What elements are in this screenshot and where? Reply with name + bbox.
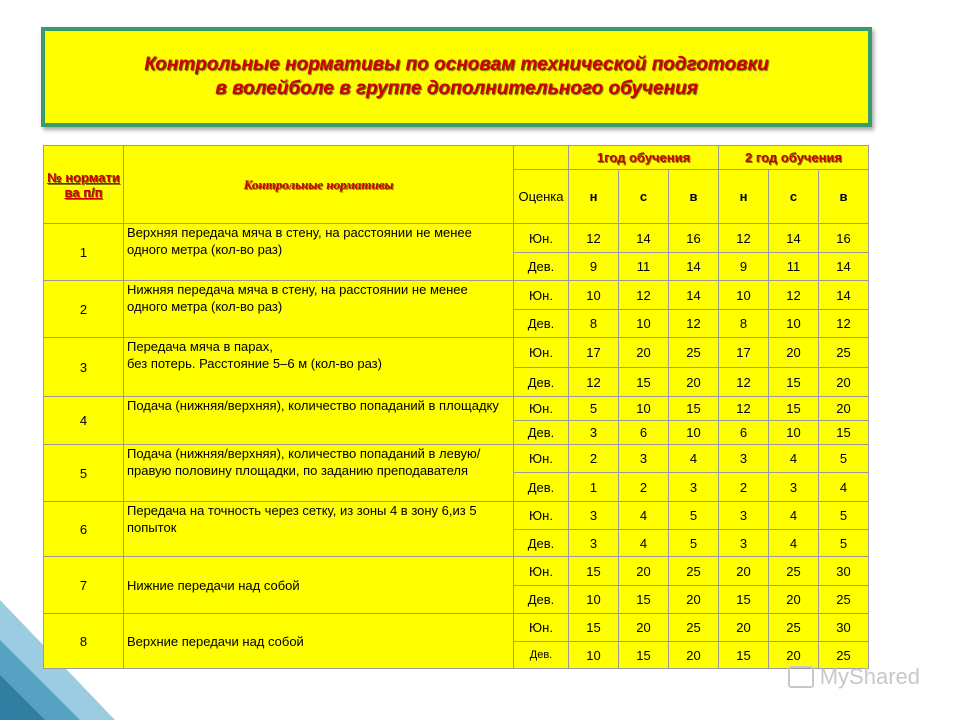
value-cell: 1 bbox=[569, 473, 619, 502]
value-cell: 14 bbox=[819, 253, 869, 281]
header-year-2: 2 год обучения bbox=[745, 150, 843, 165]
value-cell: 5 bbox=[819, 445, 869, 473]
value-cell: 12 bbox=[569, 224, 619, 253]
value-cell: 20 bbox=[619, 557, 669, 586]
value-cell: 3 bbox=[569, 530, 619, 557]
value-cell: 15 bbox=[769, 368, 819, 397]
header-control-standards: Контрольные нормативы bbox=[243, 176, 394, 192]
value-cell: 10 bbox=[769, 421, 819, 445]
value-cell: 14 bbox=[619, 224, 669, 253]
value-cell: 12 bbox=[819, 310, 869, 338]
gender-label-girls: Дев. bbox=[514, 530, 569, 557]
value-cell: 20 bbox=[619, 614, 669, 642]
standard-description: Верхняя передача мяча в стену, на расстоянии не менее одного метра (кол-во раз) bbox=[124, 224, 514, 281]
value-cell: 10 bbox=[619, 397, 669, 421]
value-cell: 20 bbox=[819, 397, 869, 421]
value-cell: 20 bbox=[819, 368, 869, 397]
value-cell: 5 bbox=[669, 530, 719, 557]
value-cell: 10 bbox=[669, 421, 719, 445]
watermark bbox=[788, 664, 920, 690]
standard-description: Нижние передачи над собой bbox=[124, 557, 514, 614]
table-row bbox=[44, 338, 869, 368]
value-cell: 12 bbox=[719, 368, 769, 397]
value-cell: 15 bbox=[769, 397, 819, 421]
table-row bbox=[44, 281, 869, 310]
standard-number: 3 bbox=[44, 338, 124, 397]
value-cell: 12 bbox=[719, 224, 769, 253]
table-row bbox=[44, 614, 869, 642]
value-cell: 11 bbox=[769, 253, 819, 281]
header-grade-2: с bbox=[619, 170, 669, 224]
header-grade-3: в bbox=[669, 170, 719, 224]
value-cell: 9 bbox=[719, 253, 769, 281]
value-cell: 17 bbox=[569, 338, 619, 368]
header-grade: Оценка bbox=[514, 170, 569, 224]
gender-label-boys: Юн. bbox=[514, 445, 569, 473]
header-year-1: 1год обучения bbox=[596, 150, 691, 165]
gender-label-girls: Дев. bbox=[514, 253, 569, 281]
value-cell: 4 bbox=[769, 445, 819, 473]
value-cell: 20 bbox=[669, 642, 719, 669]
standards-table bbox=[43, 145, 869, 669]
header-grade-5: с bbox=[769, 170, 819, 224]
value-cell: 16 bbox=[819, 224, 869, 253]
value-cell: 2 bbox=[719, 473, 769, 502]
gender-label-girls: Дев. bbox=[514, 473, 569, 502]
value-cell: 6 bbox=[619, 421, 669, 445]
value-cell: 20 bbox=[719, 557, 769, 586]
gender-label-boys: Юн. bbox=[514, 502, 569, 530]
title-line-1: Контрольные нормативы по основам технической подготовки bbox=[144, 54, 769, 75]
value-cell: 30 bbox=[819, 614, 869, 642]
value-cell: 14 bbox=[769, 224, 819, 253]
value-cell: 15 bbox=[619, 586, 669, 614]
value-cell: 4 bbox=[619, 530, 669, 557]
table-row bbox=[44, 397, 869, 421]
gender-label-boys: Юн. bbox=[514, 281, 569, 310]
header-year1-cell bbox=[569, 146, 719, 170]
value-cell: 3 bbox=[719, 502, 769, 530]
standard-number: 4 bbox=[44, 397, 124, 445]
title-line-2: в волейболе в группе дополнительного обучения bbox=[215, 78, 698, 99]
value-cell: 12 bbox=[669, 310, 719, 338]
value-cell: 15 bbox=[619, 642, 669, 669]
standard-number: 7 bbox=[44, 557, 124, 614]
value-cell: 30 bbox=[819, 557, 869, 586]
header-blank bbox=[514, 146, 569, 170]
value-cell: 4 bbox=[769, 530, 819, 557]
value-cell: 3 bbox=[619, 445, 669, 473]
gender-label-girls: Дев. bbox=[514, 310, 569, 338]
value-cell: 15 bbox=[719, 586, 769, 614]
value-cell: 25 bbox=[669, 557, 719, 586]
value-cell: 8 bbox=[719, 310, 769, 338]
value-cell: 3 bbox=[669, 473, 719, 502]
table-row bbox=[44, 224, 869, 253]
gender-label-boys: Юн. bbox=[514, 338, 569, 368]
standard-number: 5 bbox=[44, 445, 124, 502]
value-cell: 5 bbox=[669, 502, 719, 530]
value-cell: 17 bbox=[719, 338, 769, 368]
value-cell: 20 bbox=[769, 586, 819, 614]
gender-label-boys: Юн. bbox=[514, 224, 569, 253]
value-cell: 12 bbox=[719, 397, 769, 421]
value-cell: 15 bbox=[819, 421, 869, 445]
value-cell: 3 bbox=[769, 473, 819, 502]
value-cell: 10 bbox=[719, 281, 769, 310]
header-number-cell bbox=[44, 146, 124, 224]
gender-label-girls: Дев. bbox=[514, 421, 569, 445]
standard-description: Передача мяча в парах, без потерь. Расстояние 5–6 м (кол-во раз) bbox=[124, 338, 514, 397]
value-cell: 4 bbox=[619, 502, 669, 530]
value-cell: 10 bbox=[569, 586, 619, 614]
value-cell: 15 bbox=[719, 642, 769, 669]
value-cell: 20 bbox=[769, 338, 819, 368]
header-number: № нормати ва п/п bbox=[47, 169, 120, 200]
standard-description: Подача (нижняя/верхняя), количество попаданий в левую/ правую половину площадки, по заданию преподавателя bbox=[124, 445, 514, 502]
watermark-text: MyShared bbox=[819, 664, 920, 689]
value-cell: 4 bbox=[819, 473, 869, 502]
value-cell: 15 bbox=[669, 397, 719, 421]
gender-label-boys: Юн. bbox=[514, 614, 569, 642]
value-cell: 10 bbox=[569, 281, 619, 310]
watermark-icon bbox=[788, 666, 814, 688]
value-cell: 6 bbox=[719, 421, 769, 445]
value-cell: 14 bbox=[669, 253, 719, 281]
value-cell: 15 bbox=[619, 368, 669, 397]
value-cell: 5 bbox=[569, 397, 619, 421]
value-cell: 25 bbox=[819, 642, 869, 669]
value-cell: 12 bbox=[619, 281, 669, 310]
header-grade-6: в bbox=[819, 170, 869, 224]
value-cell: 16 bbox=[669, 224, 719, 253]
table-row bbox=[44, 502, 869, 530]
gender-label-boys: Юн. bbox=[514, 557, 569, 586]
value-cell: 20 bbox=[669, 368, 719, 397]
value-cell: 14 bbox=[819, 281, 869, 310]
value-cell: 12 bbox=[769, 281, 819, 310]
value-cell: 3 bbox=[569, 421, 619, 445]
header-control-cell bbox=[124, 146, 514, 224]
value-cell: 20 bbox=[719, 614, 769, 642]
value-cell: 5 bbox=[819, 530, 869, 557]
value-cell: 25 bbox=[669, 338, 719, 368]
table-row bbox=[44, 445, 869, 473]
table-row bbox=[44, 557, 869, 586]
value-cell: 20 bbox=[669, 586, 719, 614]
value-cell: 3 bbox=[569, 502, 619, 530]
value-cell: 25 bbox=[769, 557, 819, 586]
value-cell: 8 bbox=[569, 310, 619, 338]
title-banner bbox=[41, 27, 872, 127]
gender-label-girls: Дев. bbox=[514, 642, 569, 669]
standard-number: 2 bbox=[44, 281, 124, 338]
value-cell: 3 bbox=[719, 530, 769, 557]
standard-description: Передача на точность через сетку, из зоны 4 в зону 6,из 5 попыток bbox=[124, 502, 514, 557]
value-cell: 10 bbox=[569, 642, 619, 669]
header-grade-1: н bbox=[569, 170, 619, 224]
value-cell: 2 bbox=[619, 473, 669, 502]
value-cell: 4 bbox=[769, 502, 819, 530]
value-cell: 12 bbox=[569, 368, 619, 397]
standard-description: Подача (нижняя/верхняя), количество попаданий в площадку bbox=[124, 397, 514, 445]
gender-label-girls: Дев. bbox=[514, 586, 569, 614]
value-cell: 25 bbox=[819, 586, 869, 614]
value-cell: 15 bbox=[569, 557, 619, 586]
value-cell: 20 bbox=[769, 642, 819, 669]
value-cell: 9 bbox=[569, 253, 619, 281]
header-year2-cell bbox=[719, 146, 869, 170]
standard-number: 1 bbox=[44, 224, 124, 281]
value-cell: 20 bbox=[619, 338, 669, 368]
value-cell: 10 bbox=[619, 310, 669, 338]
standard-description: Нижняя передача мяча в стену, на расстоянии не менее одного метра (кол-во раз) bbox=[124, 281, 514, 338]
header-grade-4: н bbox=[719, 170, 769, 224]
value-cell: 25 bbox=[669, 614, 719, 642]
value-cell: 25 bbox=[819, 338, 869, 368]
value-cell: 2 bbox=[569, 445, 619, 473]
standard-description: Верхние передачи над собой bbox=[124, 614, 514, 669]
standard-number: 6 bbox=[44, 502, 124, 557]
value-cell: 11 bbox=[619, 253, 669, 281]
value-cell: 25 bbox=[769, 614, 819, 642]
gender-label-girls: Дев. bbox=[514, 368, 569, 397]
value-cell: 5 bbox=[819, 502, 869, 530]
value-cell: 4 bbox=[669, 445, 719, 473]
gender-label-boys: Юн. bbox=[514, 397, 569, 421]
value-cell: 3 bbox=[719, 445, 769, 473]
standard-number: 8 bbox=[44, 614, 124, 669]
value-cell: 10 bbox=[769, 310, 819, 338]
value-cell: 14 bbox=[669, 281, 719, 310]
value-cell: 15 bbox=[569, 614, 619, 642]
